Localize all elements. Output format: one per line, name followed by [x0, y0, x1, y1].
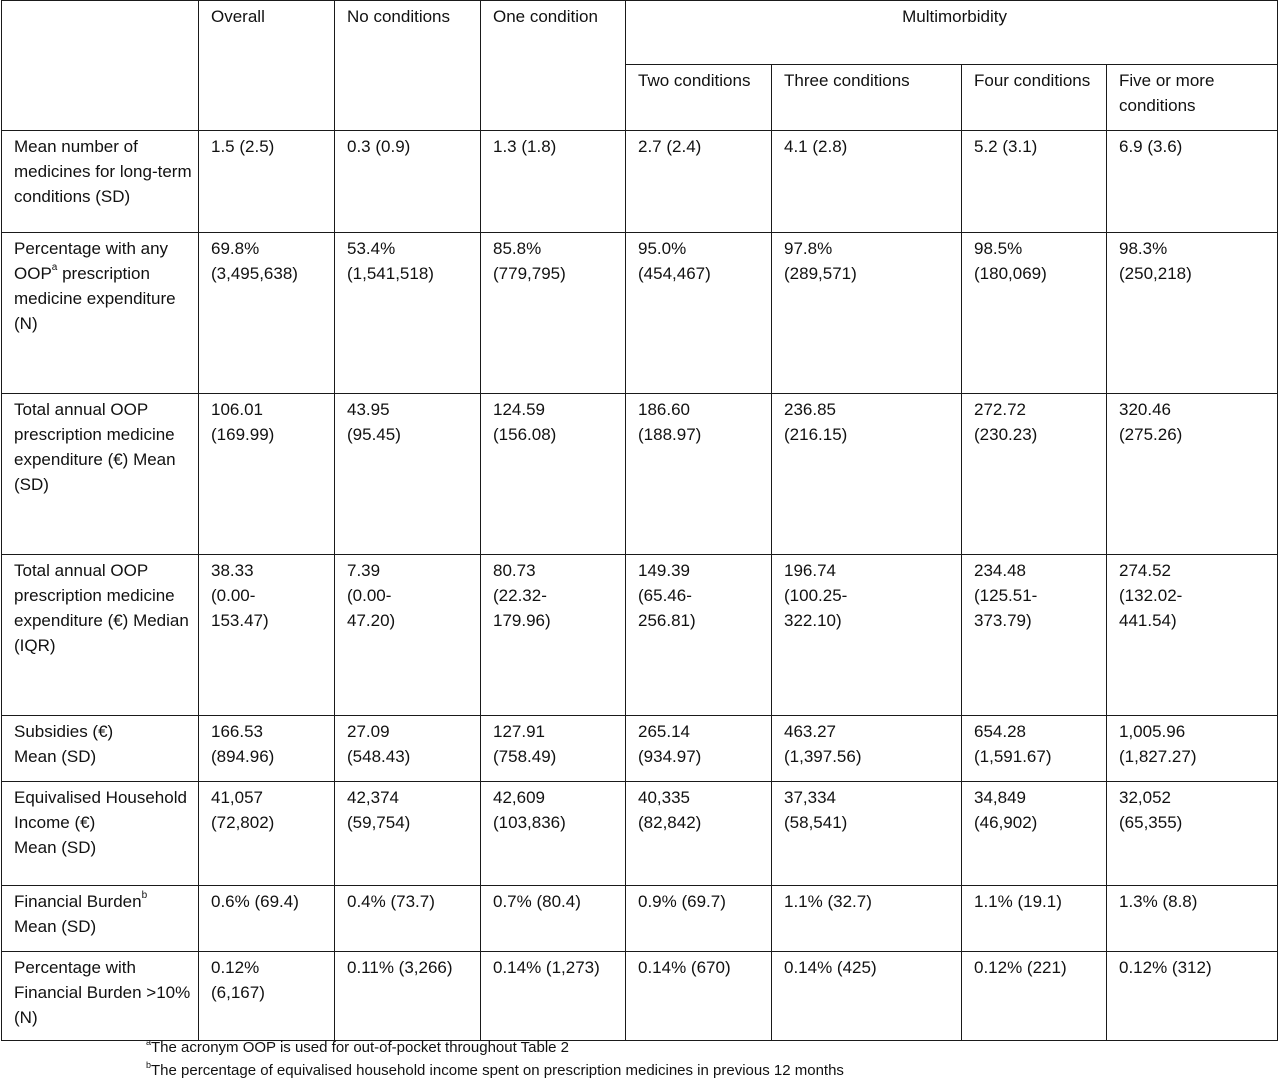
table-cell: [199, 782, 335, 886]
cell-value: 6.9 (3.6): [1119, 137, 1183, 156]
cell-value: 69.8% (3,495,638): [211, 239, 298, 283]
table-cell: [335, 131, 481, 233]
table-cell: [481, 131, 626, 233]
row-label-text: Financial Burden: [14, 892, 142, 911]
table-row: [2, 952, 1278, 1041]
footnote-marker: a: [51, 262, 58, 274]
cell-value: 0.14% (1,273): [493, 958, 600, 977]
table-cell: [1107, 716, 1278, 782]
cell-value: 1.5 (2.5): [211, 137, 275, 156]
header-four-conditions: Four conditions: [962, 65, 1107, 131]
table-body: [2, 131, 1278, 1041]
table-cell: [199, 716, 335, 782]
cell-value: 38.33 (0.00- 153.47): [211, 561, 269, 630]
row-label: [2, 716, 199, 782]
table-header-row: [2, 1, 1278, 65]
cell-value: 0.12% (6,167): [211, 958, 265, 1002]
table-cell: [772, 394, 962, 555]
cell-value: 463.27 (1,397.56): [784, 722, 862, 766]
header-one-condition: One condition: [481, 1, 626, 131]
cell-value: 1.3% (8.8): [1119, 892, 1198, 911]
table-cell: [481, 394, 626, 555]
row-label-text: Percentage with any OOP: [14, 239, 169, 283]
table-cell: [1107, 555, 1278, 716]
cell-value: 186.60 (188.97): [638, 400, 702, 444]
table-cell: [481, 716, 626, 782]
table-cell: [335, 886, 481, 952]
table-cell: [772, 952, 962, 1041]
cell-value: 42,609 (103,836): [493, 788, 566, 832]
footnote-marker: a: [146, 1037, 152, 1047]
cell-value: 0.4% (73.7): [347, 892, 435, 911]
cell-value: 236.85 (216.15): [784, 400, 848, 444]
row-label-text: Total annual OOP prescription medicine expenditure (€) Median (IQR): [14, 561, 189, 655]
table-cell: [335, 233, 481, 394]
table-cell: [335, 394, 481, 555]
header-three-conditions: Three conditions: [772, 65, 962, 131]
cell-value: 124.59 (156.08): [493, 400, 557, 444]
table-cell: [1107, 952, 1278, 1041]
table-cell: [772, 131, 962, 233]
cell-value: 98.5% (180,069): [974, 239, 1047, 283]
table-cell: [626, 716, 772, 782]
row-label: [2, 555, 199, 716]
cell-value: 0.7% (80.4): [493, 892, 581, 911]
cell-value: 97.8% (289,571): [784, 239, 857, 283]
cell-value: 4.1 (2.8): [784, 137, 848, 156]
table-cell: [335, 555, 481, 716]
cell-value: 80.73 (22.32- 179.96): [493, 561, 551, 630]
table-cell: [962, 131, 1107, 233]
header-no-conditions: No conditions: [335, 1, 481, 131]
footnote-marker: b: [141, 890, 148, 902]
table-cell: [481, 886, 626, 952]
table-cell: [481, 555, 626, 716]
table-cell: [199, 394, 335, 555]
table-cell: [481, 952, 626, 1041]
footnote-text: The acronym OOP is used for out-of-pocket throughout Table 2: [151, 1039, 570, 1056]
row-label: [2, 233, 199, 394]
table-cell: [626, 952, 772, 1041]
footnote-text: The percentage of equivalised household income spent on prescription medicines in previous 12 months: [151, 1062, 844, 1079]
table-row: [2, 131, 1278, 233]
cell-value: 1.3 (1.8): [493, 137, 557, 156]
header-two-conditions: Two conditions: [626, 65, 772, 131]
row-label-text: Mean number of medicines for long-term conditions (SD): [14, 137, 192, 206]
footnote-marker: b: [146, 1060, 152, 1070]
table-cell: [962, 716, 1107, 782]
cell-value: 5.2 (3.1): [974, 137, 1038, 156]
cell-value: 0.14% (670): [638, 958, 731, 977]
cell-value: 7.39 (0.00- 47.20): [347, 561, 396, 630]
cell-value: 127.91 (758.49): [493, 722, 557, 766]
table-cell: [626, 782, 772, 886]
table-footnotes: [146, 1036, 844, 1082]
table-cell: [772, 233, 962, 394]
cell-value: 85.8% (779,795): [493, 239, 566, 283]
table-row: [2, 782, 1278, 886]
row-label: [2, 886, 199, 952]
row-label: [2, 394, 199, 555]
row-label: [2, 131, 199, 233]
cell-value: 106.01 (169.99): [211, 400, 275, 444]
cell-value: 32,052 (65,355): [1119, 788, 1183, 832]
cell-value: 0.3 (0.9): [347, 137, 411, 156]
cell-value: 37,334 (58,541): [784, 788, 848, 832]
cell-value: 274.52 (132.02- 441.54): [1119, 561, 1183, 630]
table-cell: [626, 233, 772, 394]
table-cell: [626, 555, 772, 716]
header-empty-cell: [2, 1, 199, 131]
footnote: [146, 1036, 844, 1059]
cell-value: 27.09 (548.43): [347, 722, 411, 766]
cell-value: 1.1% (32.7): [784, 892, 872, 911]
table-cell: [962, 886, 1107, 952]
table-cell: [199, 886, 335, 952]
table-cell: [626, 886, 772, 952]
cell-value: 196.74 (100.25- 322.10): [784, 561, 848, 630]
results-table: [1, 0, 1278, 1041]
row-label-text: Total annual OOP prescription medicine expenditure (€) Mean (SD): [14, 400, 176, 494]
cell-value: 34,849 (46,902): [974, 788, 1038, 832]
table-cell: [1107, 233, 1278, 394]
cell-value: 43.95 (95.45): [347, 400, 401, 444]
cell-value: 42,374 (59,754): [347, 788, 411, 832]
table-cell: [1107, 782, 1278, 886]
cell-value: 0.12% (312): [1119, 958, 1212, 977]
table-cell: [1107, 131, 1278, 233]
table-row: [2, 886, 1278, 952]
cell-value: 40,335 (82,842): [638, 788, 702, 832]
cell-value: 0.14% (425): [784, 958, 877, 977]
table-row: [2, 716, 1278, 782]
cell-value: 1,005.96 (1,827.27): [1119, 722, 1197, 766]
table-cell: [481, 233, 626, 394]
cell-value: 98.3% (250,218): [1119, 239, 1192, 283]
row-label-continuation: prescription medicine expenditure (N): [14, 264, 176, 333]
table-cell: [199, 555, 335, 716]
table-cell: [481, 782, 626, 886]
table-cell: [772, 886, 962, 952]
cell-value: 166.53 (894.96): [211, 722, 275, 766]
table-cell: [335, 782, 481, 886]
cell-value: 1.1% (19.1): [974, 892, 1062, 911]
row-label: [2, 952, 199, 1041]
table-cell: [962, 952, 1107, 1041]
table-cell: [772, 782, 962, 886]
cell-value: 320.46 (275.26): [1119, 400, 1183, 444]
cell-value: 0.9% (69.7): [638, 892, 726, 911]
table-cell: [1107, 394, 1278, 555]
cell-value: 41,057 (72,802): [211, 788, 275, 832]
table-row: [2, 555, 1278, 716]
header-five-or-more-conditions: Five or more conditions: [1107, 65, 1278, 131]
table-cell: [335, 952, 481, 1041]
cell-value: 2.7 (2.4): [638, 137, 702, 156]
table-cell: [199, 131, 335, 233]
footnote: [146, 1059, 844, 1082]
table-cell: [962, 782, 1107, 886]
cell-value: 95.0% (454,467): [638, 239, 711, 283]
cell-value: 234.48 (125.51- 373.79): [974, 561, 1038, 630]
table-cell: [772, 716, 962, 782]
cell-value: 272.72 (230.23): [974, 400, 1038, 444]
row-label-continuation: Mean (SD): [14, 917, 97, 936]
table-cell: [962, 233, 1107, 394]
table-cell: [199, 952, 335, 1041]
cell-value: 0.12% (221): [974, 958, 1067, 977]
cell-value: 265.14 (934.97): [638, 722, 702, 766]
row-label-text: Subsidies (€) Mean (SD): [14, 722, 114, 766]
cell-value: 654.28 (1,591.67): [974, 722, 1052, 766]
cell-value: 0.6% (69.4): [211, 892, 299, 911]
cell-value: 53.4% (1,541,518): [347, 239, 434, 283]
table-row: [2, 233, 1278, 394]
cell-value: 0.11% (3,266): [347, 958, 453, 977]
header-multimorbidity: Multimorbidity: [626, 1, 1278, 65]
table-cell: [626, 131, 772, 233]
table-cell: [199, 233, 335, 394]
table-cell: [772, 555, 962, 716]
row-label-text: Percentage with Financial Burden >10% (N): [14, 958, 191, 1027]
table-cell: [962, 555, 1107, 716]
row-label-text: Equivalised Household Income (€) Mean (SD): [14, 788, 187, 857]
header-overall: Overall: [199, 1, 335, 131]
row-label: [2, 782, 199, 886]
table-cell: [1107, 886, 1278, 952]
table-cell: [626, 394, 772, 555]
table-cell: [335, 716, 481, 782]
table-cell: [962, 394, 1107, 555]
table-row: [2, 394, 1278, 555]
cell-value: 149.39 (65.46- 256.81): [638, 561, 696, 630]
